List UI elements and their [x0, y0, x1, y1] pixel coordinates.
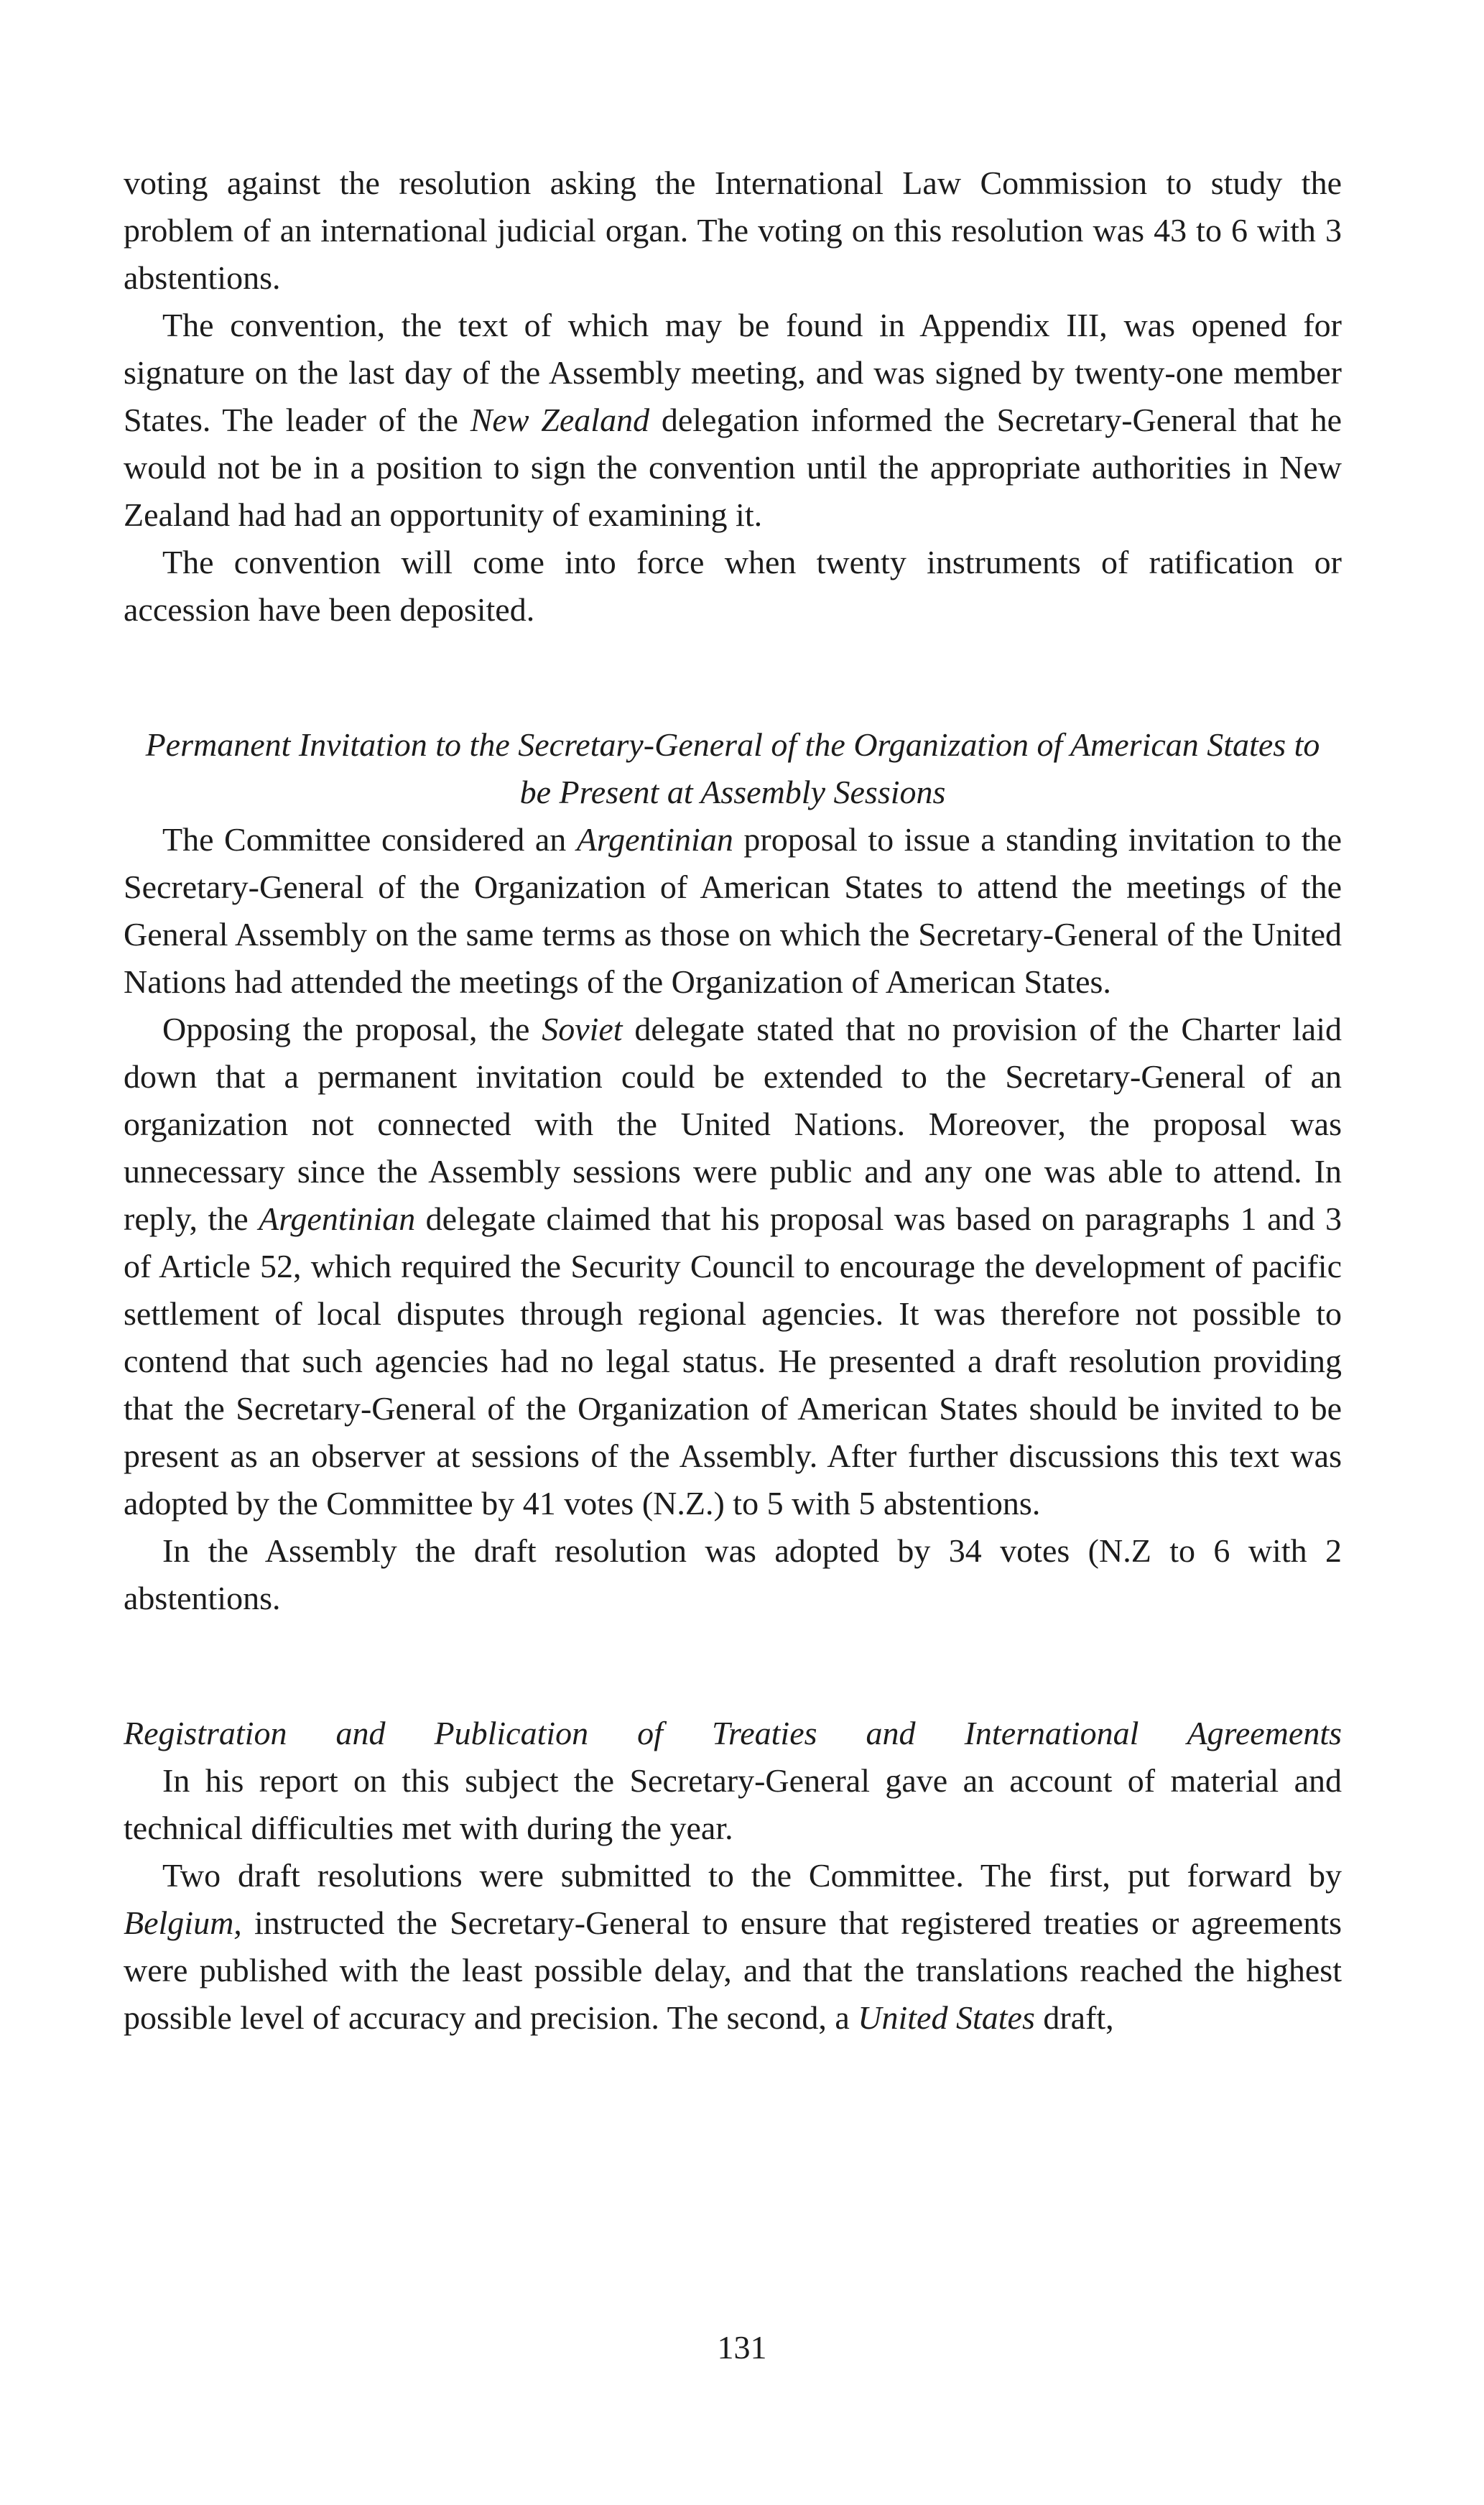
section-heading-permanent-invitation: Permanent Invitation to the Secretary-General of the Organization of American States to be Present at Assembly Sessions	[145, 726, 1320, 810]
text-run: delegate claimed that his proposal was based on paragraphs 1 and 3 of Article 52, which required the Security Council to encourage the development of pacific settlement of local disputes through regional agencies. It was therefore not possible to contend that such agencies had no legal status. He presented a draft resolution providing that the Secretary-General of the Organization of American States should be invited to be present as an observer at sessions of the Assembly. After further discussions this text was adopted by the Committee by 41 votes (N.Z.) to 5 with 5 abstentions.	[124, 1200, 1342, 1522]
text-run: The Committee considered an	[162, 821, 577, 858]
paragraph-assembly-vote: In the Assembly the draft resolution was adopted by 34 votes (N.Z to 6 with 2 abstentions.	[124, 1532, 1342, 1616]
paragraph-force: The convention will come into force when twenty instruments of ratification or accession have been deposited.	[124, 544, 1342, 628]
page-body	[124, 159, 1342, 2042]
italic-text-run: Soviet	[542, 1011, 623, 1047]
text-run: proposal to issue a standing invitation to the Secretary-General of the Organization of American States to attend the meetings of the General Assembly on the same terms as those on which the Secretary-General of the United Nations had attended the meetings of the Organization of American States.	[124, 821, 1342, 1000]
paragraph-argentinian-proposal	[124, 816, 1342, 1006]
text-run: Two draft resolutions were submitted to the Committee. The first, put forward by	[162, 1857, 1342, 1894]
paragraph-report: In his report on this subject the Secretary-General gave an account of material and technical difficulties met with during the year.	[124, 1762, 1342, 1846]
paragraph-soviet-opposition	[124, 1006, 1342, 1527]
text-run: Opposing the proposal, the	[162, 1011, 542, 1047]
paragraph-convention	[124, 302, 1342, 539]
section-heading-registration: Registration and Publication of Treaties and International Agreements	[124, 1715, 1342, 1751]
text-run: delegation informed the Secretary-General that he would not be in a position to sign the convention until the appropriate authorities in New Zealand had had an opportunity of examining it.	[124, 402, 1342, 533]
text-run: The convention, the text of which may be found in Appendix III, was opened for signature on the last day of the Assembly meeting, and was signed by twenty-one member States. The leader of the	[124, 307, 1342, 438]
italic-text-run: Belgium,	[124, 1904, 242, 1941]
italic-text-run: United States	[858, 1999, 1035, 2036]
text-run: delegate stated that no provision of the Charter laid down that a permanent invitation could be extended to the Secretary-General of an organization not connected with the United Nations. Moreover, the proposal was unnecessary since the Assembly sessions were public and any one was able to attend. In reply, the	[124, 1011, 1342, 1237]
italic-text-run: Argentinian	[576, 821, 733, 858]
paragraph-voting: voting against the resolution asking the International Law Commission to study the problem of an international judicial organ. The voting on this resolution was 43 to 6 with 3 abstentions.	[124, 165, 1342, 296]
italic-text-run: New Zealand	[470, 402, 650, 438]
text-run: draft,	[1034, 1999, 1114, 2036]
italic-text-run: Argentinian	[259, 1200, 416, 1237]
text-run: instructed the Secretary-General to ensure that registered treaties or agreements were published with the least possible delay, and that the translations reached the highest possible level of accuracy and precision. The second, a	[124, 1904, 1342, 2036]
paragraph-draft-resolutions	[124, 1852, 1342, 2042]
page-number: 131	[717, 2329, 767, 2366]
